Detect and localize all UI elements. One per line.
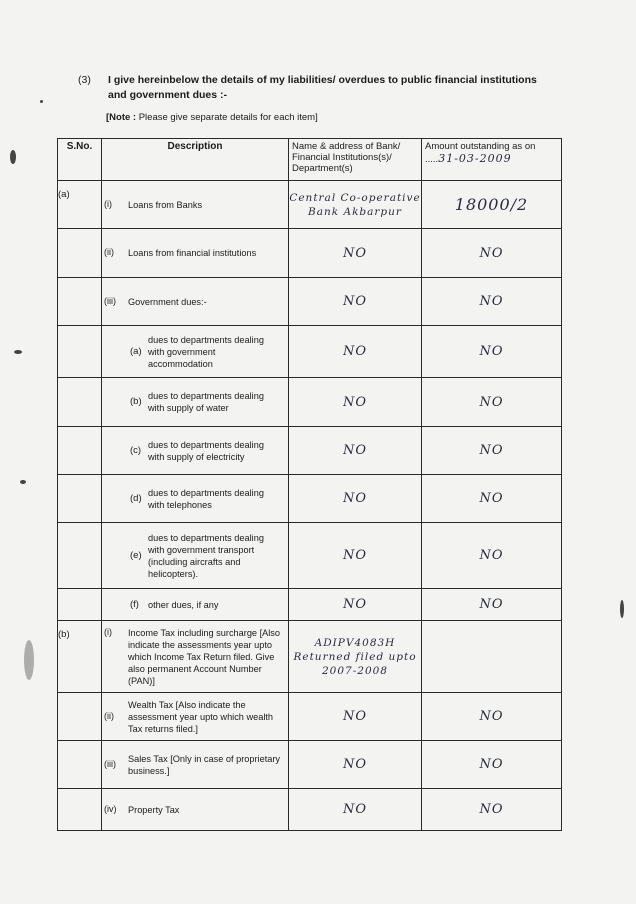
row-sno: (a) xyxy=(58,181,102,229)
row-amount: NO xyxy=(422,789,562,831)
section-number: (3) xyxy=(78,74,91,86)
row-amount: NO xyxy=(422,589,562,621)
row-description-text: dues to departments dealing with telephones xyxy=(148,487,264,510)
row-description-text: Loans from Banks xyxy=(128,199,203,210)
row-description-text: Property Tax xyxy=(128,804,180,815)
row-description-text: Income Tax including surcharge [Also indicate the assessments year upto which Income Tax Return filed. Give also permanent Account Number (PAN)] xyxy=(128,627,281,686)
row-description xyxy=(102,378,289,427)
row-description xyxy=(102,427,289,475)
row-roman: (iii) xyxy=(104,295,116,306)
row-description xyxy=(102,693,289,741)
header-sno: S.No. xyxy=(58,139,102,181)
table-row xyxy=(58,523,562,589)
row-amount: NO xyxy=(422,693,562,741)
row-name: NO xyxy=(289,326,422,378)
row-description-text: Wealth Tax [Also indicate the assessment year upto which wealth Tax returns filed.] xyxy=(128,699,274,734)
header-amount-label: Amount outstanding as on ..... xyxy=(425,141,536,165)
row-description xyxy=(102,181,289,229)
row-amount: NO xyxy=(422,741,562,789)
row-sno xyxy=(58,789,102,831)
note-line xyxy=(106,112,318,123)
row-sno xyxy=(58,589,102,621)
row-description-text: dues to departments dealing with supply of water xyxy=(148,391,264,413)
table-row xyxy=(58,378,562,427)
row-description-text: Sales Tax [Only in case of proprietary business.] xyxy=(128,753,281,776)
row-description-text: Government dues:- xyxy=(128,296,207,307)
row-amount: NO xyxy=(422,378,562,427)
row-description xyxy=(102,278,289,326)
header-amount-date: 31-03-2009 xyxy=(438,152,512,165)
row-amount: NO xyxy=(422,427,562,475)
row-description xyxy=(102,326,289,378)
scan-speck xyxy=(40,100,43,103)
table-row xyxy=(58,789,562,831)
row-sno xyxy=(58,523,102,589)
row-amount: NO xyxy=(422,475,562,523)
row-sub-label: (e) xyxy=(130,549,142,561)
row-sub-label: (c) xyxy=(130,444,142,456)
row-amount: NO xyxy=(422,229,562,278)
row-description xyxy=(102,789,289,831)
row-amount xyxy=(422,621,562,693)
row-roman: (iv) xyxy=(104,803,117,814)
table-row xyxy=(58,589,562,621)
row-description-text: other dues, if any xyxy=(148,599,219,610)
row-sno xyxy=(58,427,102,475)
row-description-text: dues to departments dealing with government accommodation xyxy=(148,334,264,369)
row-sno xyxy=(58,326,102,378)
scan-speck xyxy=(620,600,624,618)
scan-speck xyxy=(10,150,16,164)
row-name: NO xyxy=(289,278,422,326)
table-row xyxy=(58,181,562,229)
table-row xyxy=(58,427,562,475)
row-roman: (iii) xyxy=(104,758,116,769)
table-row xyxy=(58,326,562,378)
row-amount: 18000/2 xyxy=(422,181,562,229)
row-name: NO xyxy=(289,427,422,475)
row-name: ADIPV4083H Returned filed upto 2007-2008 xyxy=(289,621,422,693)
section-intro-text: I give hereinbelow the details of my liabilities/ overdues to public financial institutions and government dues :- xyxy=(108,74,537,101)
row-roman: (i) xyxy=(104,626,112,637)
row-name: NO xyxy=(289,589,422,621)
row-amount: NO xyxy=(422,523,562,589)
row-roman: (ii) xyxy=(104,710,114,721)
row-amount: NO xyxy=(422,278,562,326)
row-sno xyxy=(58,278,102,326)
scan-speck xyxy=(20,480,26,484)
row-name: NO xyxy=(289,741,422,789)
row-sno xyxy=(58,378,102,427)
row-sno xyxy=(58,693,102,741)
row-sno xyxy=(58,229,102,278)
row-name: NO xyxy=(289,378,422,427)
row-name: NO xyxy=(289,229,422,278)
row-sub-label: (b) xyxy=(130,396,142,407)
row-sub-label: (f) xyxy=(130,598,139,610)
table-row xyxy=(58,278,562,326)
row-sno: (b) xyxy=(58,621,102,693)
note-label: [Note : xyxy=(106,112,137,123)
row-roman: (i) xyxy=(104,198,112,209)
row-description-text: dues to departments dealing with government transport (including aircrafts and helicopters). xyxy=(148,532,264,579)
row-amount: NO xyxy=(422,326,562,378)
row-description xyxy=(102,589,289,621)
row-description-text: Loans from financial institutions xyxy=(128,248,257,258)
row-sno xyxy=(58,475,102,523)
row-roman: (ii) xyxy=(104,247,114,257)
row-sub-label: (a) xyxy=(130,345,142,357)
table-row xyxy=(58,229,562,278)
scan-speck xyxy=(24,640,34,680)
row-description xyxy=(102,475,289,523)
row-description-text: dues to departments dealing with supply of electricity xyxy=(148,439,264,462)
row-sno xyxy=(58,741,102,789)
table-row xyxy=(58,475,562,523)
header-name-address: Name & address of Bank/ Financial Institutions(s)/ Department(s) xyxy=(289,139,422,181)
liabilities-table xyxy=(57,138,562,831)
header-description: Description xyxy=(102,139,289,181)
scan-speck xyxy=(14,350,22,354)
table-row xyxy=(58,693,562,741)
row-description xyxy=(102,741,289,789)
row-name: NO xyxy=(289,523,422,589)
row-description xyxy=(102,621,289,693)
header-amount xyxy=(422,139,562,181)
table-row xyxy=(58,621,562,693)
row-name: NO xyxy=(289,789,422,831)
row-description xyxy=(102,229,289,278)
row-name: Central Co-operative Bank Akbarpur xyxy=(289,181,422,229)
table-row xyxy=(58,741,562,789)
row-description xyxy=(102,523,289,589)
row-sub-label: (d) xyxy=(130,492,142,504)
row-name: NO xyxy=(289,475,422,523)
note-text: Please give separate details for each item] xyxy=(138,112,318,123)
row-name: NO xyxy=(289,693,422,741)
table-header-row xyxy=(58,139,562,181)
